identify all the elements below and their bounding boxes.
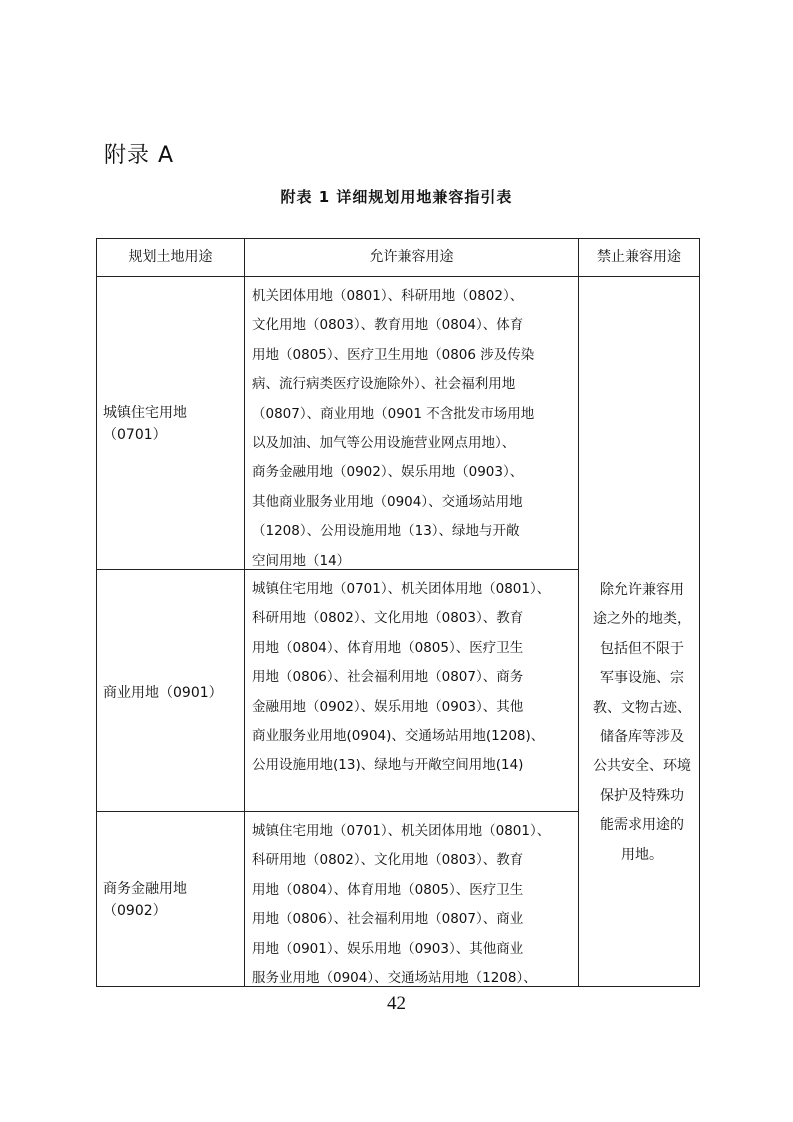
- land-use-code: （0902）: [103, 903, 167, 919]
- forbidden-line: 储备库等涉及: [600, 729, 684, 745]
- table-row-land-use: [103, 402, 243, 446]
- land-use-compatibility-table: [96, 238, 700, 987]
- allowed-line: 科研用地（0802）、文化用地（0803）、教育: [252, 852, 524, 869]
- header-forbidden: 禁止兼容用途: [597, 249, 681, 265]
- table-row-land-use: [103, 682, 243, 704]
- allowed-line: 用地（0901）、娱乐用地（0903）、其他商业: [252, 940, 524, 957]
- allowed-line: 城镇住宅用地（0701）、机关团体用地（0801）、: [252, 823, 551, 839]
- forbidden-line: 用地。: [621, 846, 663, 863]
- allowed-line: 用地（0804）、体育用地（0805）、医疗卫生: [252, 881, 524, 898]
- allowed-line: 机关团体用地（0801）、科研用地（0802）、: [252, 288, 524, 304]
- forbidden-line: 军事设施、宗: [600, 670, 684, 687]
- appendix-title: 附录 A: [104, 143, 175, 168]
- table-row-land-use: [103, 878, 243, 922]
- header-land-use: 规划土地用途: [128, 249, 213, 265]
- forbidden-line: 包括但不限于: [600, 640, 684, 657]
- land-use-name: 商业用地（0901）: [103, 685, 223, 701]
- allowed-line: （0807）、商业用地（0901 不含批发市场用地: [252, 405, 535, 422]
- allowed-line: 商业服务业用地(0904)、交通场站用地(1208)、: [252, 728, 545, 745]
- land-use-name: 商务金融用地: [103, 881, 187, 897]
- allowed-line: 公用设施用地(13)、绿地与开敞空间用地(14): [252, 757, 524, 774]
- land-use-name: 城镇住宅用地: [103, 405, 187, 421]
- row-divider: [97, 811, 578, 812]
- allowed-line: 用地（0806）、社会福利用地（0807）、商业: [252, 911, 524, 928]
- allowed-line: 用地（0805）、医疗卫生用地（0806 涉及传染: [252, 346, 535, 363]
- allowed-line: 病、流行病类医疗设施除外）、社会福利用地: [252, 376, 516, 393]
- forbidden-line: 除允许兼容用: [600, 581, 684, 598]
- allowed-line: 金融用地（0902）、娱乐用地（0903）、其他: [252, 698, 524, 715]
- allowed-line: 商务金融用地（0902）、娱乐用地（0903）、: [252, 464, 524, 481]
- column-divider: [244, 239, 245, 986]
- allowed-line: 用地（0804）、体育用地（0805）、医疗卫生: [252, 639, 524, 656]
- header-allowed: 允许兼容用途: [369, 249, 454, 265]
- allowed-line: 其他商业服务业用地（0904）、交通场站用地: [252, 493, 523, 510]
- allowed-line: （1208）、公用设施用地（13）、绿地与开敞: [252, 523, 520, 540]
- allowed-line: 以及加油、加气等公用设施营业网点用地）、: [252, 435, 516, 452]
- land-use-code: （0701）: [103, 427, 167, 443]
- allowed-line: 城镇住宅用地（0701）、机关团体用地（0801）、: [252, 581, 551, 597]
- allowed-line: 空间用地（14）: [252, 552, 351, 569]
- allowed-line: 文化用地（0803）、教育用地（0804）、体育: [252, 317, 524, 334]
- forbidden-line: 教、文物古迹、: [593, 699, 691, 716]
- allowed-line: 科研用地（0802）、文化用地（0803）、教育: [252, 610, 524, 627]
- header-divider: [97, 276, 699, 277]
- allowed-line: 用地（0806）、社会福利用地（0807）、商务: [252, 669, 524, 686]
- table-row-allowed: [252, 817, 582, 993]
- forbidden-line: 保护及特殊功: [600, 787, 684, 804]
- allowed-line: 服务业用地（0904）、交通场站用地（1208）、: [252, 970, 537, 987]
- forbidden-uses-cell: [583, 576, 701, 870]
- forbidden-line: 公共安全、环境: [593, 758, 691, 775]
- table-row-allowed: [252, 282, 582, 576]
- forbidden-line: 能需求用途的: [600, 817, 684, 834]
- page-number: 42: [387, 993, 406, 1014]
- table-row-allowed: [252, 575, 582, 781]
- table-caption: 附表 1 详细规划用地兼容指引表: [280, 188, 513, 206]
- forbidden-line: 途之外的地类，: [593, 611, 691, 628]
